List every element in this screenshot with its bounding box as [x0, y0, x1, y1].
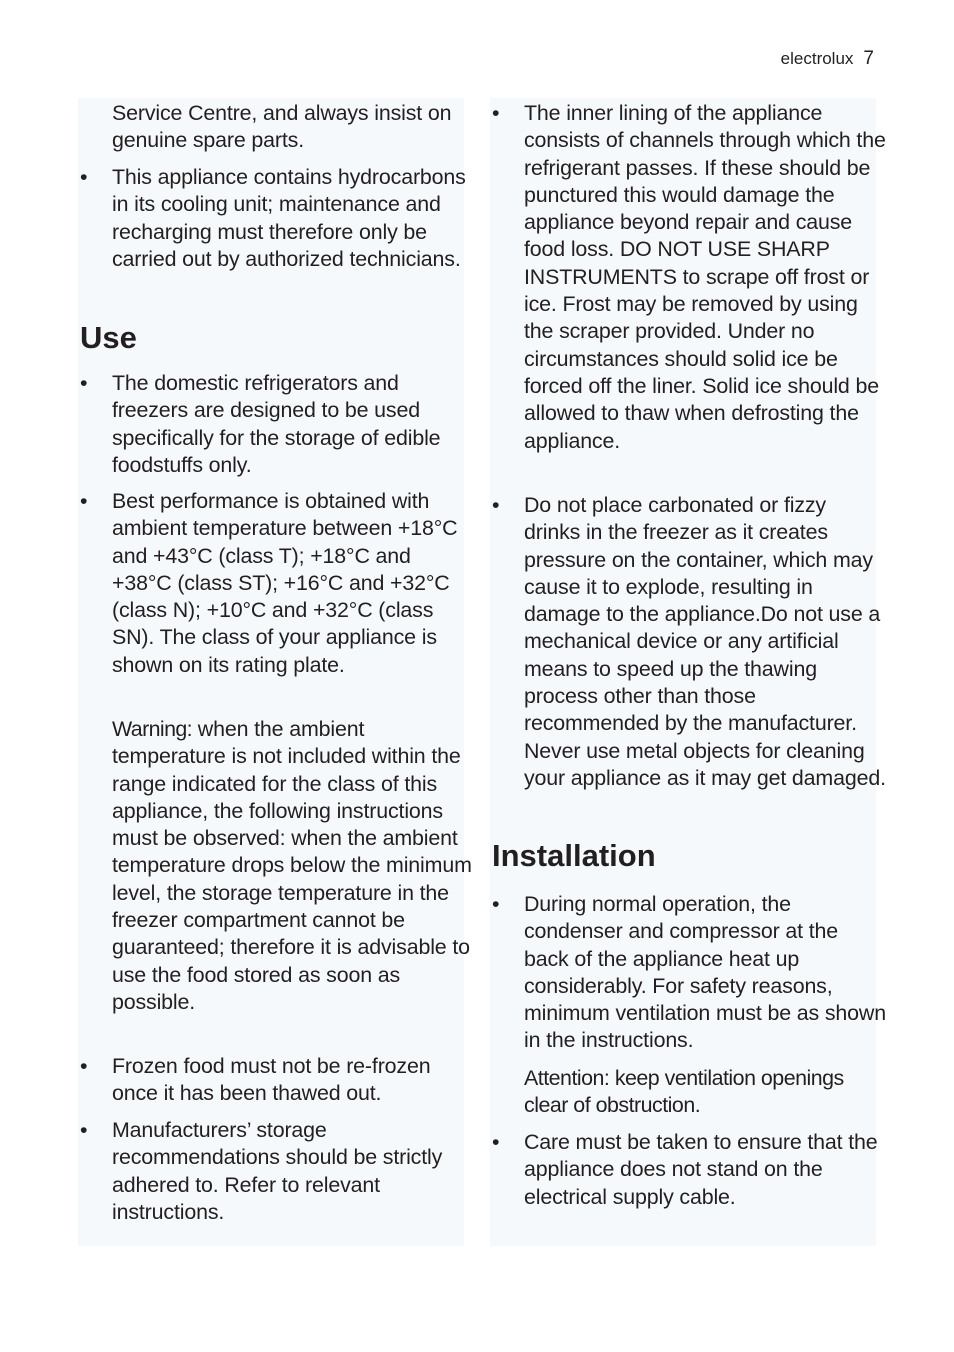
hydrocarbons-bullet: • This appliance contains hydrocarbons in its cooling unit; maintenance and recharging must therefore only be carried out by authorized technicians.	[78, 164, 474, 273]
warning-text: when the ambient temperature is not included within the range indicated for the class of this appliance, the following instructions must be observed: when the ambient temperature drops below the minimum level, the storage temperature in the freezer compartment cannot be guaranteed; therefore it is advisable to use the food stored as soon as possible.	[112, 717, 472, 1014]
carbonated-drinks-bullet: • Do not place carbonated or fizzy drinks in the freezer as it creates pressure on the container, which may cause it to explode, resulting in damage to the appliance.Do not use a mechanical device or any artificial means to speed up the thawing process other than those recommended by the manufacturer. Never use metal objects for cleaning your appliance as it may get damaged.	[490, 492, 886, 792]
attention-note: Attention: keep ventilation openings clear of obstruction.	[524, 1066, 844, 1118]
supply-cable-bullet: • Care must be taken to ensure that the appliance does not stand on the electrical supply cable.	[490, 1129, 886, 1211]
manufacturers-bullet: • Manufacturers’ storage recommendations should be strictly adhered to. Refer to relevant instructions.	[78, 1117, 474, 1226]
domestic-use-bullet: • The domestic refrigerators and freezers are designed to be used specifically for the storage of edible foodstuffs only.	[78, 370, 474, 479]
use-heading: Use	[80, 320, 137, 355]
page-header	[781, 48, 874, 70]
warning-label: Warning:	[112, 717, 192, 741]
condenser-bullet: • During normal operation, the condenser and compressor at the back of the appliance heat up considerably. For safety reasons, minimum ventilation must be as shown in the instructions.	[490, 891, 886, 1055]
brand-name: electrolux	[780, 49, 854, 68]
refrozen-bullet: • Frozen food must not be re-frozen once it has been thawed out.	[78, 1053, 474, 1108]
service-centre-paragraph: Service Centre, and always insist on genuine spare parts.	[112, 101, 452, 153]
performance-bullet: • Best performance is obtained with ambient temperature between +18°C and +43°C (class T); +18°C and +38°C (class ST); +16°C and +32°C (class N); +10°C and +32°C (class SN). The class of your appliance is shown on its rating plate.	[78, 488, 474, 679]
installation-heading: Installation	[492, 838, 656, 873]
inner-lining-bullet: • The inner lining of the appliance consists of channels through which the refrigerant passes. If these should be punctured this would damage the appliance beyond repair and cause food loss. DO NOT USE SHARP INSTRUMENTS to scrape off frost or ice. Frost may be removed by using the scraper provided. Under no circumstances should solid ice be forced off the liner. Solid ice should be allowed to thaw when defrosting the appliance.	[490, 100, 886, 455]
page-number: 7	[863, 48, 874, 69]
warning-paragraph	[78, 716, 474, 1016]
